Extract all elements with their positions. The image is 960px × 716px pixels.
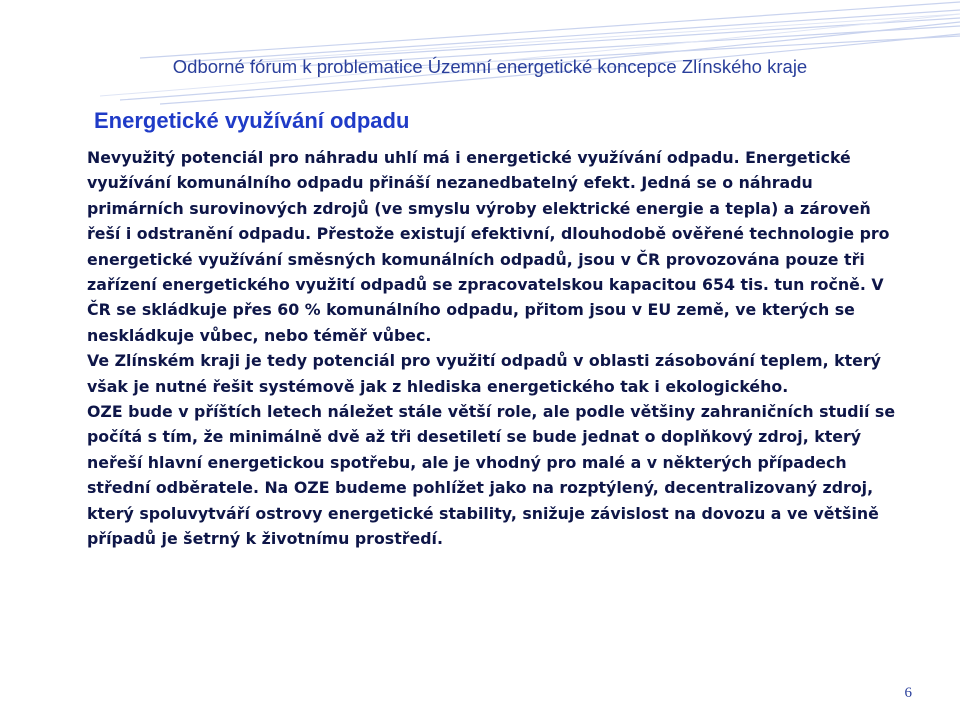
body-paragraph-2: Ve Zlínském kraji je tedy potenciál pro využití odpadů v oblasti zásobování teplem, který však je nutné řešit systémově jak z hlediska energetického tak i ekologického. bbox=[87, 351, 881, 396]
forum-header-title: Odborné fórum k problematice Územní energetické koncepce Zlínského kraje bbox=[172, 56, 808, 77]
page-number: 6 bbox=[904, 685, 912, 701]
body-paragraph-1: Nevyužitý potenciál pro náhradu uhlí má i energetické využívání odpadu. Energetické využívání komunálního odpadu přináší nezanedbatelný efekt. Jedná se o náhradu primárních surovinových zdrojů (ve smyslu výroby elektrické energie a tepla) a zároveň řeší i odstranění odpadu. Přestože existují efektivní, dlouhodobě ověřené technologie pro energetické využívání směsných komunálních odpadů, jsou v ČR provozována pouze tři zařízení energetického využití odpadů se zpracovatelskou kapacitou 654 tis. tun ročně. V ČR se skládkuje přes 60 % komunálního odpadu, přitom jsou v EU země, ve kterých se neskládkuje vůbec, nebo téměř vůbec. bbox=[87, 148, 890, 345]
slide-title: Energetické využívání odpadu bbox=[94, 108, 410, 133]
body-paragraph-3: OZE bude v příštích letech náležet stále větší role, ale podle většiny zahraničních studií se počítá s tím, že minimálně dvě až tři desetiletí se bude jednat o doplňkový zdroj, který neřeší hlavní energetickou spotřebu, ale je vhodný pro malé a v některých případech střední odběratele. Na OZE budeme pohlížet jako na rozptýlený, decentralizovaný zdroj, který spoluvytváří ostrovy energetické stability, snižuje závislost na dovozu a ve většině případů je šetrný k životnímu prostředí. bbox=[87, 402, 896, 549]
slide-body bbox=[87, 145, 902, 552]
